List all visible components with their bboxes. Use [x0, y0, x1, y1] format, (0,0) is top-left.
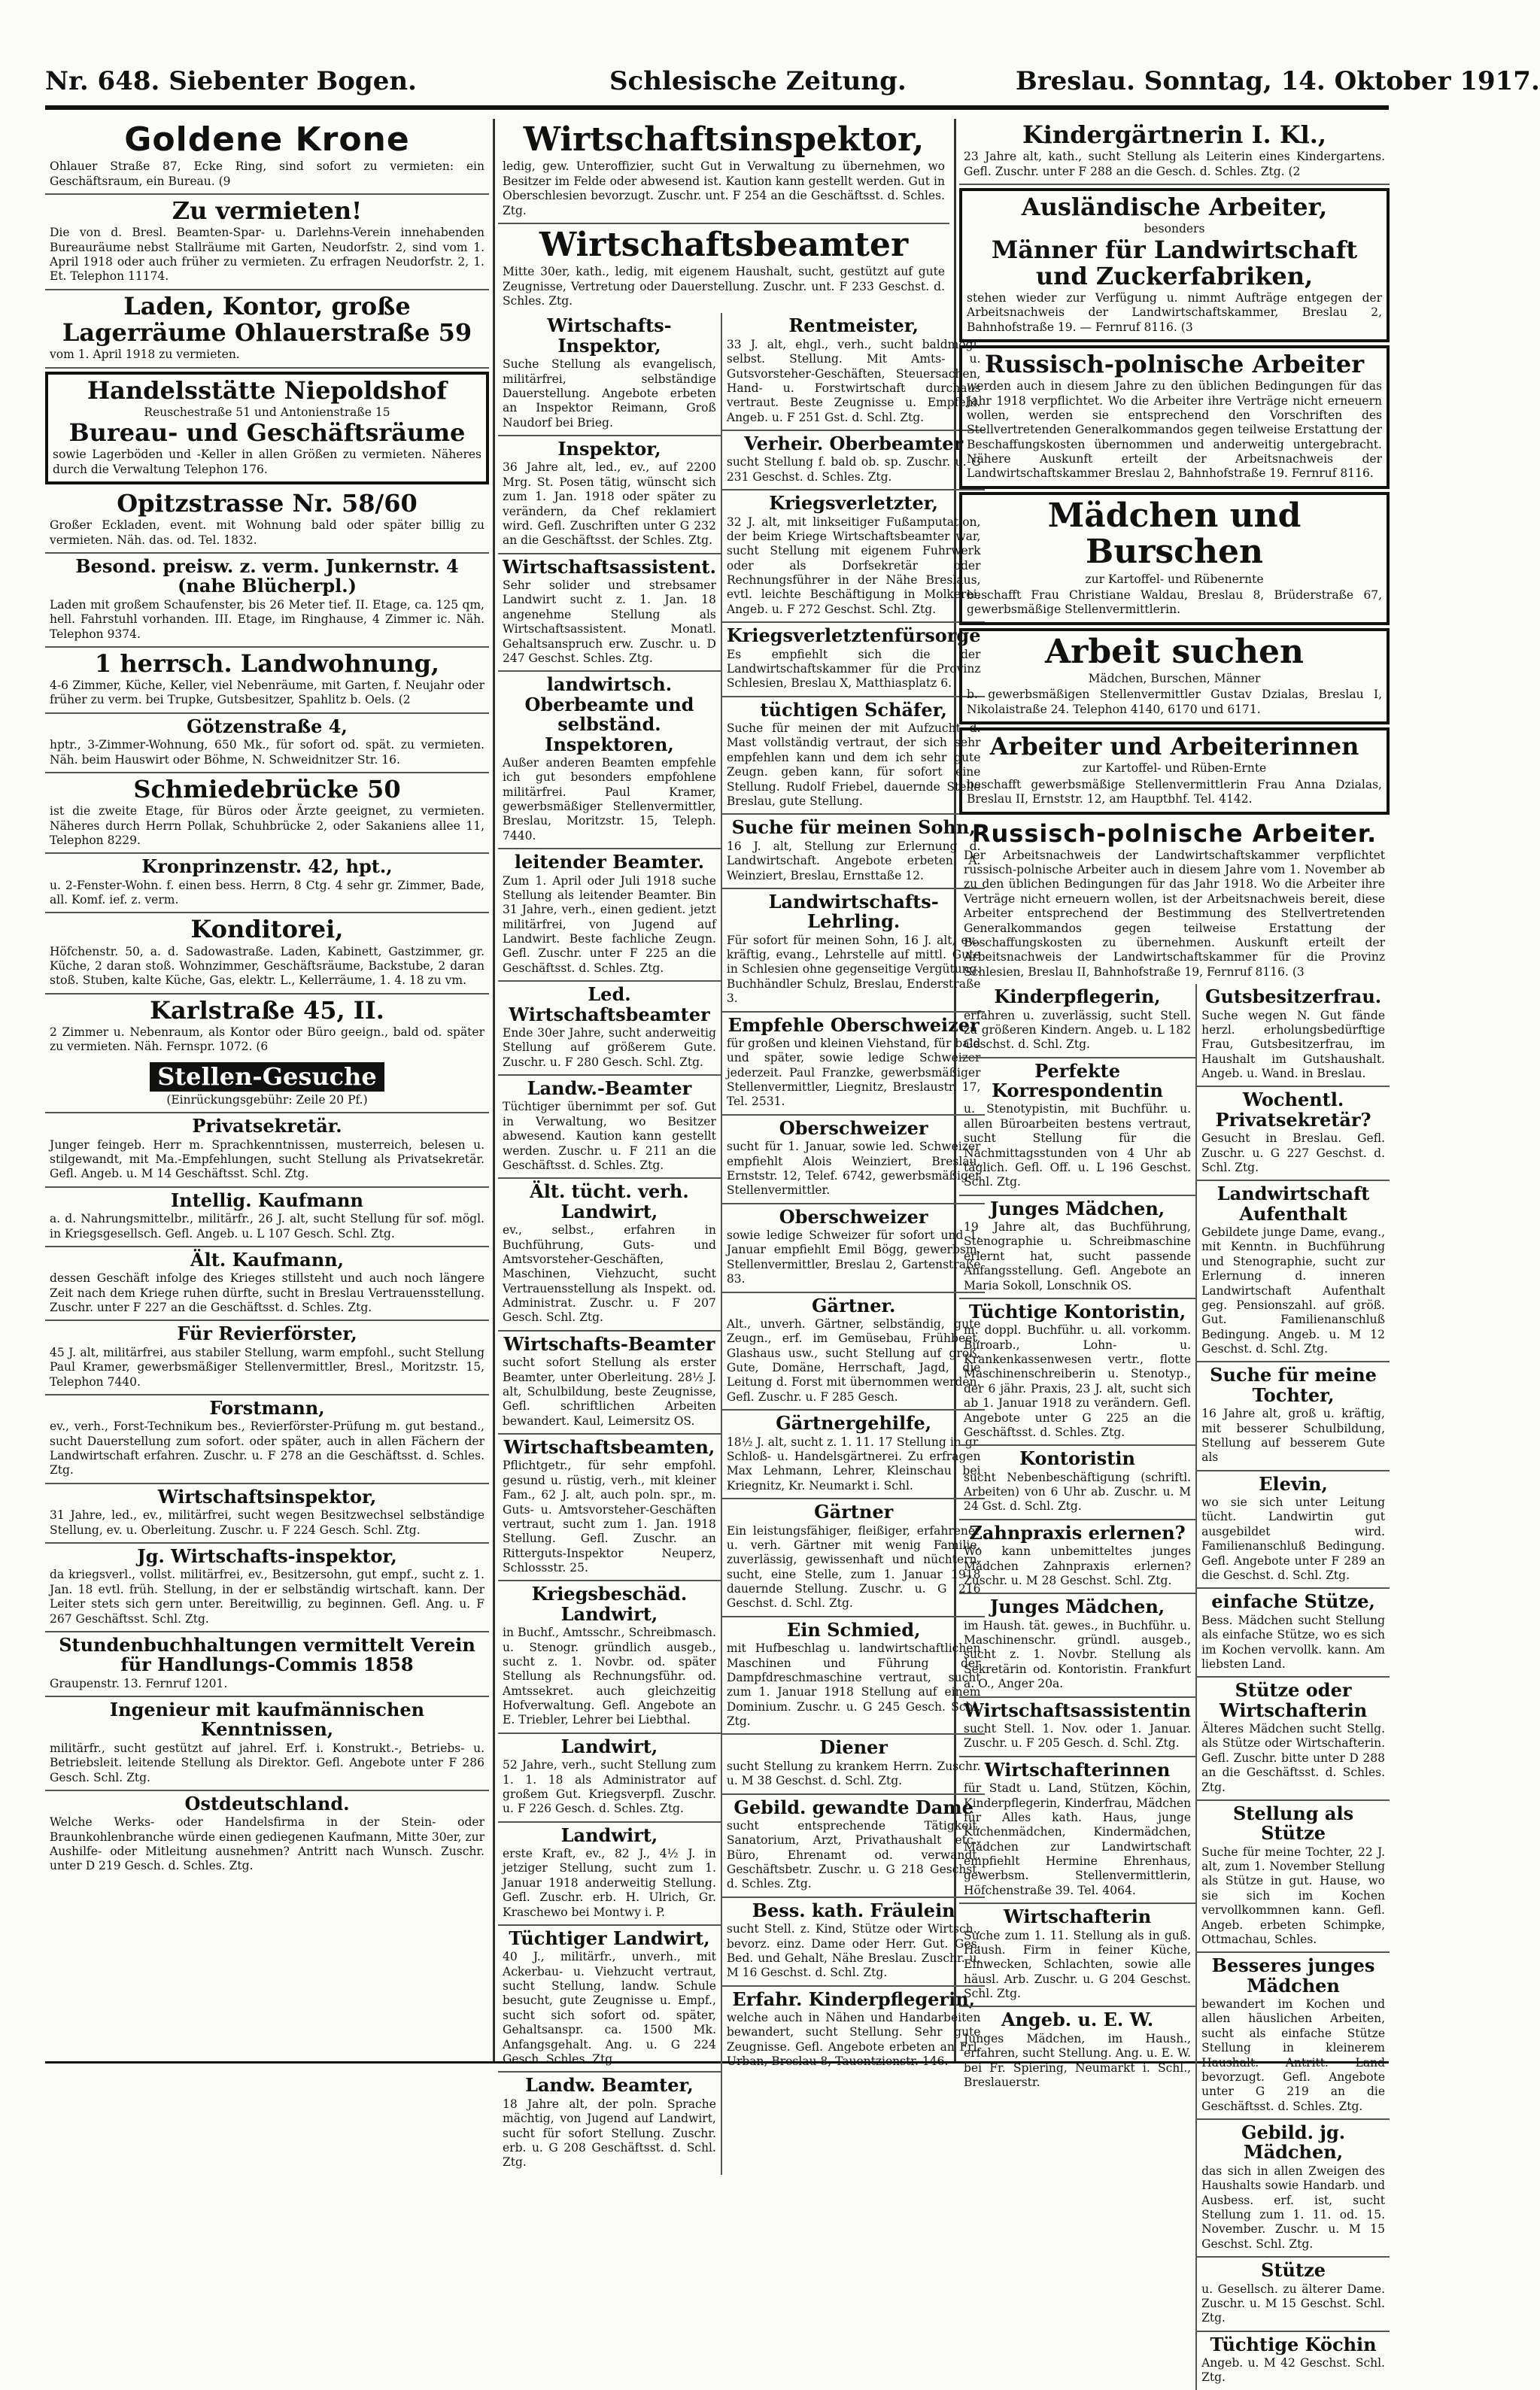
- advertisement: [498, 982, 721, 1076]
- ad-title: Kontoristin: [1019, 1447, 1135, 1470]
- ad-body: 36 Jahre alt, led., ev., auf 2200 Mrg. St. Posen tätig, wünscht sich zum 1. Jan. 1918 oder später zu verändern, da Chef reklamiert wird. Gefl. Zuschriften unter G 232 an die Geschäftsst. der Schles. Ztg.: [503, 460, 716, 548]
- ad-title: Landwirtschaft Aufenthalt: [1217, 1183, 1370, 1225]
- ad-subtitle: besonders: [1144, 222, 1205, 236]
- advertisement: [959, 727, 1390, 814]
- ad-list: [1195, 984, 1390, 2390]
- masthead: [45, 66, 1540, 101]
- advertisement: [45, 913, 489, 994]
- advertisement: [722, 1499, 986, 1617]
- ad-body: Gesucht in Breslau. Gefl. Zuschr. u. G 227 Geschst. d. Schl. Ztg.: [1201, 1131, 1385, 1174]
- advertisement: [45, 119, 489, 195]
- ad-body: u. 2-Fenster-Wohn. f. einen bess. Herrn, 8 Ctg. 4 sehr gr. Zimmer, Bade, all. Komf. ief. z. verm.: [50, 878, 484, 907]
- ad-body: Ende 30er Jahre, sucht anderweitig Stellung auf größerem Gute. Zuschr. u. F 280 Gesch. Schl. Ztg.: [503, 1025, 716, 1069]
- advertisement: [45, 1697, 489, 1791]
- advertisement: [959, 1058, 1195, 1196]
- ad-reference-number: (2: [1284, 164, 1301, 178]
- ad-title: Stellung als Stütze: [1232, 1802, 1354, 1845]
- ad-body: ev., selbst., erfahren in Buchführung, Guts- und Amtsvorsteher-Geschäften, Maschinen, Viehzucht, sucht Vertrauensstellung als Inspekt. od. Administrat. Zuschr. u. F 207 Gesch. Schl. Ztg.: [503, 1223, 716, 1325]
- ad-body: Es empfiehlt sich die der Landwirtschaftskammer für die Provinz Schlesien, Breslau X, Matthiasplatz 6.: [726, 647, 981, 691]
- ad-body: Der Arbeitsnachweis der Landwirtschaftskammer verpflichtet russisch-polnische Arbeiter auch in diesem Jahre vom 1. November ab zu den üblichen Bedingungen für das Jahr 1918. Wo die Arbeiter ihre Verträge nicht erneuern wollen, ist der Arbeitsnachweis bereit, diese Arbeiter entsprechend der Bestimmung des Stellvertretenden Generalkommandos gegen teilweise Erstattung der Beschaffungskosten zu übernehmen. Auskunft erteilt der Arbeitsnachweis der Landwirtschaftskammer für die Provinz Schlesien, Breslau II, Bahnhofstraße 19, Fernruf 8116. (3: [964, 848, 1385, 979]
- advertisement: [722, 1617, 986, 1736]
- ad-title: Wochentl. Privatsekretär?: [1215, 1089, 1371, 1131]
- ad-title: Landwirt,: [560, 1735, 658, 1757]
- ad-body: 18 Jahre alt, der poln. Sprache mächtig, von Jugend auf Landwirt, sucht für sofort Stellung. Zuschr. erb. u. G 208 Geschäftsst. d. Schl. Ztg.: [503, 2097, 716, 2170]
- ad-body: Die von d. Bresl. Beamten-Spar- u. Darlehns-Verein innehabenden Bureauräume nebst Stallräume mit Garten, Neudorfstr. 2, sind vom 1. April 1918 oder auch früher zu vermieten. Zu erfragen Neudorfstr. 2, 1. Et. Telephon 11174.: [50, 226, 484, 284]
- ad-body: sucht Nebenbeschäftigung (schriftl. Arbeiten) von 6 Uhr ab. Zuschr. u. M 24 Gst. d. Schl. Ztg.: [964, 1470, 1192, 1514]
- advertisement: [959, 1594, 1195, 1697]
- ad-body: Alt., unverh. Gärtner, selbständig, gute Zeugn., erf. im Gemüsebau, Frühbeet, Glashaus usw., sucht Stellung auf größ. Gute, Domäne, Herrschaft, Jagd, die Leitung d. Forst mit übernommen werden. Gefl. Zuschr. u. F 285 Gesch.: [726, 1316, 981, 1404]
- advertisement: [1197, 984, 1390, 1087]
- header-rule: [45, 105, 1389, 110]
- advertisement: [1197, 1953, 1390, 2120]
- ad-title: Ält. tücht. verh. Landwirt,: [530, 1180, 689, 1222]
- ad-list: [959, 984, 1195, 2390]
- ad-title: Tüchtige Kontoristin,: [968, 1300, 1186, 1323]
- ad-reference-number: (3: [1177, 320, 1193, 334]
- ad-body: Großer Eckladen, event. mit Wohnung bald oder später billig zu vermieten. Näh. das. od. Tel. 1832.: [50, 518, 484, 547]
- ad-title: Wirtschafterin: [1003, 1906, 1152, 1928]
- advertisement: [45, 854, 489, 913]
- ad-title: landwirtsch. Oberbeamte und selbständ. Inspektoren,: [524, 673, 694, 755]
- ad-body: sucht Stell. 1. Nov. oder 1. Januar. Zuschr. u. F 205 Gesch. d. Schl. Ztg.: [964, 1722, 1192, 1751]
- advertisement: [1197, 1471, 1390, 1590]
- ad-body: Laden mit großem Schaufenster, bis 26 Meter tief. II. Etage, ca. 125 qm, hell. Fahrstuhl vorhanden. III. Etage, im Ringhause, 4 Zimmer ic. Näh. Telephon 9374.: [50, 597, 484, 641]
- ad-title: Landw. Beamter,: [525, 2074, 694, 2097]
- advertisement: [722, 1795, 986, 1898]
- column-2: [498, 119, 981, 2170]
- ad-body: beschafft gewerbsmäßige Stellenvermittlerin Frau Anna Dzialas, Breslau II, Ernststr. 12, am Hauptbhf. Tel. 4142.: [967, 777, 1382, 806]
- advertisement: [1197, 1362, 1390, 1471]
- ad-title: leitender Beamter.: [514, 851, 704, 873]
- ad-body: sucht entsprechende Tätigkeit, Sanatorium, Arzt, Privathaushalt etc., Büro, Ehrenamt od. verwandt. Geschäftsbetr. Zuschr. u. G 218 Geschst. d. Schles. Ztg.: [726, 1818, 981, 1891]
- ad-title: Empfehle Oberschweizer: [727, 1013, 980, 1036]
- advertisement: [498, 2073, 721, 2174]
- ad-body: u. Gesellsch. zu älterer Dame. Zuschr. u. M 15 Geschst. Schl. Ztg.: [1201, 2282, 1385, 2325]
- advertisement: [1197, 1589, 1390, 1678]
- ad-body: Suche zum 1. 11. Stellung als in guß. Haush. Firm in feiner Küche, Einwecken, Schlachten, sowie alle häusl. Arb. Zuschr. u. G 204 Geschst. Schl. Ztg.: [964, 1928, 1192, 2001]
- advertisement: [1197, 1678, 1390, 1801]
- ad-body: sucht Stellung zu krankem Herrn. Zuschr. u. M 38 Geschst. d. Schl. Ztg.: [726, 1759, 981, 1788]
- advertisement: [498, 1734, 721, 1823]
- ad-reference-number: (6: [252, 1040, 269, 1054]
- advertisement: [498, 672, 721, 849]
- advertisement: [498, 1435, 721, 1581]
- ad-body: Bess. Mädchen sucht Stellung als einfache Stütze, wo es sich im Kochen vervollk. kann. Am liebsten Land.: [1201, 1613, 1385, 1671]
- ad-title: Bess. kath. Fräulein: [752, 1899, 955, 1921]
- ad-subtitle: Mädchen, Burschen, Männer: [1088, 672, 1261, 686]
- ad-title: Russisch-polnische Arbeiter: [984, 350, 1365, 378]
- ad-title: Für Revierförster,: [177, 1323, 357, 1345]
- advertisement: [45, 290, 489, 369]
- advertisement: [45, 487, 489, 554]
- ad-body: 32 J. alt, mit linkseitiger Fußamputation, der beim Kriege Wirtschaftsbeamter war, sucht Stellung mit eigenem Fuhrwerk oder als Dorfsekretär oder Rechnungsführer in der Nähe Breslaus, evtl. leichte Beschäftigung in Molkerei. Angeb. u. F 272 Geschst. Schl. Ztg.: [726, 515, 981, 616]
- advertisement: [45, 1321, 489, 1395]
- advertisement: [722, 1013, 986, 1116]
- advertisement: [1197, 2120, 1390, 2258]
- ad-body: 18½ J. alt, sucht z. 1. 11. 17 Stellung in gr. Schloß- u. Handelsgärtnerei. Zu erfragen Max Lehmann, Lehrer, Kleinschau bei Kriegnitz, Kr. Neumarkt i. Schl.: [726, 1435, 981, 1493]
- ad-title: Zahnpraxis erlernen?: [969, 1521, 1186, 1544]
- advertisement: [498, 1332, 721, 1435]
- ad-body: 4-6 Zimmer, Küche, Keller, viel Nebenräume, mit Garten, f. Neujahr oder früher zu verm. bei Trupke, Gutsbesitzer, Spahlitz b. Oels. (2: [50, 679, 484, 707]
- column-2-split: [498, 313, 981, 2174]
- ad-title: Landwirtschafts-Lehrling.: [768, 890, 939, 933]
- ad-body: 40 J., militärfr., unverh., mit Ackerbau- u. Viehzucht vertraut, sucht Stellung, landw. Schule besucht, gute Zeugnisse u. Empf., sucht sich sofort od. später, Gehaltsanspr. ca. 1500 Mk. Anfangsgehalt. Ang. u. G 224 Gesch. Schles. Ztg.: [503, 1950, 716, 2066]
- advertisement: [959, 188, 1390, 342]
- advertisement: [959, 1196, 1195, 1299]
- ad-title: Ingenieur mit kaufmännischen Kenntnissen,: [109, 1699, 425, 1741]
- ad-title: Landwirt,: [560, 1824, 658, 1846]
- ad-body: militärfr., sucht gestützt auf jahrel. Erf. i. Konstrukt.-, Betriebs- u. Betriebsleit. leitende Stellung als Direktor. Gefl. Angebote unter F 286 Gesch. Schl. Ztg.: [50, 1741, 484, 1784]
- advertisement: [959, 119, 1390, 185]
- advertisement: [498, 849, 721, 982]
- ad-body: erfahren u. zuverlässig, sucht Stell. zu größeren Kindern. Angeb. u. L 182 Geschst. d. Schl. Ztg.: [964, 1008, 1192, 1052]
- advertisement: [45, 1791, 489, 1878]
- ad-title: Gutsbesitzerfrau.: [1204, 985, 1382, 1008]
- ad-body: Welche Werks- oder Handelsfirma in der Stein- oder Braunkohlenbranche würde einen gediegenen Kaufmann, Mitte 30er, zur Aushilfe- oder Mitleitung ausnehmen? Antritt nach Wunsch. Zuschr. unter D 219 Gesch. d. Schles. Ztg.: [50, 1815, 484, 1873]
- ad-title: tüchtigen Schäfer,: [760, 698, 947, 721]
- ad-body: Sehr solider und strebsamer Landwirt sucht z. 1. Jan. 18 angenehme Stellung als Wirtschaftsassistent. Monatl. Gehaltsanspruch erw. Zuschr. u. D 247 Geschst. Schles. Ztg.: [503, 579, 716, 665]
- advertisement: [722, 1987, 986, 2074]
- ad-title: Tüchtiger Landwirt,: [509, 1927, 710, 1949]
- ad-title: Opitzstrasse Nr. 58/60: [117, 489, 418, 518]
- ad-list: [498, 313, 721, 2174]
- advertisement: [959, 984, 1195, 1058]
- ad-title: Wirtschafterinnen: [984, 1758, 1171, 1781]
- advertisement: [498, 1179, 721, 1331]
- ad-body: Tüchtiger übernimmt per sof. Gut in Verwaltung, wo Besitzer abwesend. Kaution kann gestellt werden. Zuschr. u. F 211 an die Geschäftsst. d. Schles. Ztg.: [503, 1100, 716, 1172]
- advertisement: [45, 714, 489, 773]
- ad-body: 23 Jahre alt, kath., sucht Stellung als Leiterin eines Kindergartens. Gefl. Zuschr. unter F 288 an die Gesch. d. Schles. Ztg. (2: [964, 150, 1385, 178]
- advertisement: [498, 1926, 721, 2073]
- advertisement: [498, 119, 949, 224]
- ad-title: Perfekte Korrespondentin: [992, 1059, 1163, 1102]
- ad-list: [45, 119, 489, 1059]
- ad-body: für großen und kleinen Viehstand, für bald und später, sowie ledige Schweizer jederzeit. Paul Franzke, gewerbsmäßiger Stellenvermittler, Liegnitz, Breslaustr. 17, Tel. 2531.: [726, 1036, 981, 1109]
- ad-title: Wirtschafts-Beamter: [503, 1332, 715, 1355]
- ad-reference-number: (9: [214, 174, 231, 188]
- ad-title: Ält. Kaufmann,: [190, 1248, 344, 1271]
- advertisement: [498, 313, 721, 436]
- ad-title: Besond. preisw. z. verm. Junkernstr. 4 (nahe Blücherpl.): [75, 555, 459, 597]
- advertisement: [722, 431, 986, 490]
- ad-subtitle: Reuschestraße 51 und Antonienstraße 15: [144, 405, 390, 419]
- advertisement: [722, 623, 986, 697]
- ad-title: Suche für meine Tochter,: [1210, 1364, 1377, 1406]
- ad-reference-number: (2: [394, 693, 411, 707]
- ad-body: Suche für meine Tochter, 22 J. alt, zum 1. November Stellung als Stütze in gut. Hause, wo sie sich im Kochen vervollkommnen kann. Gefl. Angeb. erbeten Schimpke, Ottmachau, Schles.: [1201, 1845, 1385, 1946]
- advertisement: [959, 1446, 1195, 1520]
- ad-title: Ein Schmied,: [786, 1618, 921, 1641]
- advertisement: [45, 1247, 489, 1322]
- ad-body: sucht Stell. z. Kind, Stütze oder Wirtsch., bevorz. einz. Dame oder Herr. Gut. Ges. Bed. und Gehalt, Nähe Breslau. Zuschr. u. M 16 Geschst. d. Schl. Ztg.: [726, 1922, 981, 1980]
- issue-number: Nr. 648. Siebenter Bogen.: [45, 66, 417, 96]
- ad-body: hptr., 3-Zimmer-Wohnung, 650 Mk., für sofort od. spät. zu vermieten. Näh. beim Hauswirt oder Böhme, N. Schweidnitzer Str. 16.: [50, 738, 484, 767]
- ad-title: Wirtschaftsinspektor,: [523, 120, 925, 159]
- advertisement: [722, 1116, 986, 1204]
- ad-body: b. gewerbsmäßigen Stellenvermittler Gustav Dzialas, Breslau I, Nikolaistraße 24. Telephon 4140, 6170 und 6171.: [967, 688, 1382, 716]
- ad-title: Gebild. gewandte Dame: [734, 1796, 974, 1818]
- ad-title: Privatsekretär.: [192, 1115, 342, 1137]
- ad-body: dessen Geschäft infolge des Krieges stillsteht und auch noch längere Zeit nach dem Kriege ruhen dürfte, sucht in Breslau Vertrauensstellung. Zuschr. unter F 227 an die Geschäftsst. d. Schles. Ztg.: [50, 1271, 484, 1315]
- advertisement: [498, 1076, 721, 1179]
- ad-title: Angeb. u. E. W.: [1001, 2009, 1154, 2031]
- advertisement: [722, 1204, 986, 1293]
- ad-body: mit Hufbeschlag u. landwirtschaftlichen Maschinen und Führung der Dampfdreschmaschine vertraut, sucht zum 1. Januar 1918 Stellung auf einem Dominium. Zuschr. u. G 245 Gesch. Schl. Ztg.: [726, 1641, 981, 1729]
- advertisement: [45, 372, 489, 485]
- ad-title: Wirtschaftsbeamten,: [503, 1436, 715, 1459]
- advertisement: [959, 1299, 1195, 1446]
- ad-title: einfache Stütze,: [1211, 1590, 1375, 1613]
- ad-body: da kriegsverl., vollst. militärfrei, ev., Besitzersohn, gut empf., sucht z. 1. Jan. 18 evtl. früh. Stellung, in der er selbständig wirtschaft. kann. Der Leiter stets sich gern unter. Bereitwillig, zu beginnen. Gefl. Ang. u. F 267 Geschäftsst. Schl. Ztg.: [50, 1568, 484, 1626]
- ad-body: für Stadt u. Land, Stützen, Köchin, Kinderpflegerin, Kinderfrau, Mädchen für Alles kath. Haus, junge Küchenmädchen, Kindermädchen, Mädchen zur Landwirtschaft empfiehlt Hermine Ehrenhaus, gewerbsm. Stellenvermittlerin, Höfchenstraße 39. Tel. 4064.: [964, 1781, 1192, 1897]
- ad-title: Kriegsverletztenfürsorge: [726, 624, 981, 647]
- advertisement: [722, 1735, 986, 1794]
- ad-title: Erfahr. Kinderpflegerin,: [732, 1988, 975, 2010]
- ad-title: Russisch-polnische Arbeiter.: [971, 818, 1377, 848]
- ad-title: Suche für meinen Sohn,: [731, 816, 976, 839]
- ad-body: beschafft Frau Christiane Waldau, Breslau 8, Brüderstraße 67, gewerbsmäßige Stellenvermittlerin.: [967, 588, 1382, 617]
- ad-body: 16 Jahre alt, groß u. kräftig, mit besserer Schulbildung, Stellung auf besserem Gute als: [1201, 1407, 1385, 1465]
- advertisement: [959, 1520, 1195, 1595]
- advertisement: [1197, 2332, 1390, 2390]
- ad-title: Arbeiter und Arbeiterinnen: [989, 732, 1359, 761]
- ad-body: Mitte 30er, kath., ledig, mit eigenem Haushalt, sucht, gestützt auf gute Zeugnisse, Vertretung oder Dauerstellung. Zuschr. unt. F 233 Geschst. d. Schles. Ztg.: [503, 265, 945, 308]
- ad-list: [721, 313, 986, 2174]
- ad-body: Angeb. u. M 42 Geschst. Schl. Ztg.: [1201, 2356, 1385, 2385]
- ad-title: Jg. Wirtschafts-inspektor,: [137, 1544, 397, 1567]
- advertisement: [1197, 1181, 1390, 1362]
- column-3: [959, 119, 1390, 2385]
- ad-title: Wirtschafts-Inspektor,: [547, 314, 672, 357]
- ad-list: [498, 119, 949, 313]
- ad-title: Goldene Krone: [124, 120, 410, 159]
- ad-title: Konditorei,: [190, 915, 344, 944]
- ad-subtitle: zur Kartoffel- und Rübenernte: [1085, 572, 1264, 586]
- ad-title: Stundenbuchhaltungen vermittelt Verein für Handlungs-Commis 1858: [59, 1633, 475, 1676]
- ad-title: Stütze oder Wirtschafterin: [1219, 1679, 1368, 1721]
- ad-title: Wirtschaftsbeamter: [539, 225, 909, 264]
- ad-title: Laden, Kontor, große Lagerräume Ohlauerstraße 59: [62, 291, 472, 348]
- ad-title: Rentmeister,: [788, 314, 919, 337]
- ad-body: Graupenstr. 13. Fernruf 1201.: [50, 1676, 228, 1690]
- ad-body: Ein leistungsfähiger, fleißiger, erfahrener u. verh. Gärtner mit wenig Familie, zuverlässig, gewissenhaft und nüchtern, sucht, eine Stelle, zum 1. Januar 1918 dauernde Stellung. Zuschr. u. G 216 Geschst. d. Schl. Ztg.: [726, 1523, 981, 1611]
- ad-body: in Buchf., Amtsschr., Schreibmasch. u. Stenogr. gründlich ausgeb., sucht z. 1. Novbr. od. später Stellung als Rechnungsführ. od. Amtssekret. auch gleichzeitig Hofverwaltung. Gefl. Angebote an E. Triebler, Lehrer bei Liebthal.: [503, 1626, 716, 1727]
- ad-title-2: Männer für Landwirtschaft und Zuckerfabriken,: [991, 235, 1358, 290]
- advertisement: [959, 1757, 1195, 1904]
- ad-body: Pflichtgetr., für sehr empfohl. gesund u. rüstig, verh., mit kleiner Fam., 62 J. alt, auch poln. spr., m. Guts- u. Amtsvorsteher-Geschäften vertraut, sucht zum 1. Jan. 1918 Stellung. Gefl. Zuschr. an Ritterguts-Inspektor Neuperz, Schlossstr. 25.: [503, 1459, 716, 1575]
- advertisement: [959, 628, 1390, 725]
- ad-title: Landw.-Beamter: [527, 1077, 692, 1100]
- ad-body: 45 J. alt, militärfrei, aus stabiler Stellung, warm empfohl., sucht Stellung Paul Kramer, gewerbsmäßiger Stellenvermittler, Bresl., Moritzstr. 15, Telephon 7440.: [50, 1345, 484, 1389]
- ad-list: [45, 1113, 489, 1878]
- ad-title: Schmiedebrücke 50: [133, 775, 401, 803]
- ad-body: sucht sofort Stellung als erster Beamter, unter Oberleitung. 28½ J. alt, Schulbildung, beste Zeugnisse, Gefl. schriftlichen Arbeiten bewandert. Kaul, Leimersitz OS.: [503, 1356, 716, 1428]
- ad-title: Oberschweizer: [779, 1205, 928, 1228]
- ad-body: Wo kann unbemitteltes junges Mädchen Zahnpraxis erlernen? Zuschr. u. M 28 Geschst. Schl. Ztg.: [964, 1544, 1192, 1587]
- ad-body: Gebildete junge Dame, evang., mit Kenntn. in Buchführung und Stenographie, sucht zur Erlernung d. inneren Landwirtschaft Aufenthalt geg. Pensionszahl. auf größ. Gut. Familienanschluß Bedingung. Angeb. u. M 12 Geschst. d. Schl. Ztg.: [1201, 1225, 1385, 1356]
- advertisement: [45, 995, 489, 1059]
- ad-title: Zu vermieten!: [172, 196, 363, 226]
- ad-body: Zum 1. April oder Juli 1918 suche Stellung als leitender Beamter. Bin 31 Jahre, verh., einen gedient. jetzt militärfrei, von Jugend auf Landwirt. Beste fachliche Zeugn. Gefl. Zuschr. unter F 225 an die Geschäftsst. d. Schles. Ztg.: [503, 873, 716, 975]
- ad-title: Ausländische Arbeiter,: [1021, 192, 1328, 221]
- ad-body: werden auch in diesem Jahre zu den üblichen Bedingungen für das Jahr 1918 verpflichtet. Wo die Arbeiter ihre Verträge nicht erneuern wollen, werden sie entsprechend den Vorschriften des Stellvertretenden Generalkommandos gegen teilweise Erstattung der Beschaffungskosten übernommen und anderweitig untergebracht. Nähere Auskunft erteilt der Arbeitsnachweis der Landwirtschaftskammer Breslau 2, Bahnhofstraße 19. Fernruf 8116.: [967, 379, 1382, 481]
- ad-title: Oberschweizer: [779, 1116, 928, 1139]
- ad-list: [959, 119, 1390, 984]
- ad-body: sucht Stellung f. bald ob. sp. Zuschr. u. G 231 Geschst. d. Schles. Ztg.: [726, 455, 981, 484]
- column-1: [45, 119, 489, 2060]
- ad-reference-number: (3: [1288, 964, 1305, 979]
- ad-title: Junges Mädchen,: [989, 1197, 1165, 1219]
- ad-title: Kronprinzenstr. 42, hpt.,: [141, 855, 393, 878]
- ad-title: Junges Mädchen,: [989, 1596, 1165, 1618]
- ad-title: Kinderpflegerin,: [994, 985, 1161, 1008]
- section-note: (Einrückungsgebühr: Zeile 20 Pf.): [166, 1092, 368, 1107]
- advertisement: [1197, 2258, 1390, 2332]
- advertisement: [45, 1188, 489, 1247]
- ad-title: Mädchen und Burschen: [1047, 496, 1302, 572]
- ad-title: Gärtner: [814, 1501, 894, 1523]
- ad-body: 19 Jahre alt, das Buchführung, Stenographie u. Schreibmaschine erlernt hat, sucht passende Anfangsstellung. Gefl. Angebote an Maria Sokoll, Lonschnik OS.: [964, 1220, 1192, 1292]
- ad-title: Led. Wirtschaftsbeamter: [509, 983, 710, 1025]
- advertisement: [45, 648, 489, 714]
- ad-title: Kriegsbeschäd. Landwirt,: [531, 1583, 688, 1625]
- ad-title: Elevin,: [1259, 1472, 1328, 1495]
- ad-title: Besseres junges Mädchen: [1211, 1954, 1375, 1997]
- ad-body: Suche Stellung als evangelisch, militärfrei, selbständige Dauerstellung. Angebote erbeten an Inspektor Reimann, Groß Naudorf bei Brieg.: [503, 357, 716, 430]
- stellen-gesuche-heading: Stellen-Gesuche: [150, 1062, 384, 1092]
- advertisement: [45, 1113, 489, 1188]
- advertisement: [722, 1293, 986, 1411]
- ad-title: Intellig. Kaufmann: [171, 1189, 363, 1211]
- advertisement: [722, 1898, 986, 1987]
- ad-title: Arbeit suchen: [1045, 632, 1304, 671]
- advertisement: [959, 492, 1390, 625]
- ad-title: Kindergärtnerin I. Kl.,: [1022, 120, 1327, 149]
- advertisement: [45, 1632, 489, 1697]
- advertisement: [959, 818, 1390, 985]
- advertisement: [1197, 1801, 1390, 1953]
- ad-title: Gärtnergehilfe,: [776, 1412, 932, 1435]
- ad-body: Suche für meinen der mit Aufzucht d. Mast vollständig vertraut, der sich sehr empfehlen kann und dem ich sehr gute Zeugn. geben kann, für sofort eine Stellung. Rudolf Friebel, dauernde Stelle Breslau, gute Stellung.: [726, 721, 981, 808]
- advertisement: [722, 313, 986, 431]
- ad-title: Götzenstraße 4,: [187, 715, 348, 737]
- advertisement: [722, 697, 986, 815]
- advertisement: [498, 554, 721, 673]
- advertisement: [959, 1904, 1195, 2007]
- ad-title-2: Bureau- und Geschäftsräume: [68, 418, 466, 448]
- advertisement: [45, 1395, 489, 1484]
- ad-body: ledig, gew. Unteroffizier, sucht Gut in Verwaltung zu übernehmen, wo Besitzer im Felde oder abwesend ist. Kaution kann gestellt werden. Gut in Oberschlesien bevorzugt. Zuschr. unt. F 254 an die Geschäftsst. d. Schles. Ztg.: [503, 159, 945, 217]
- ad-title: Forstmann,: [209, 1396, 325, 1419]
- ad-title: 1 herrsch. Landwohnung,: [94, 648, 440, 678]
- column-3-split: [959, 984, 1390, 2390]
- advertisement: [498, 436, 721, 554]
- ad-body: wo sie sich unter Leitung tücht. Landwirtin gut ausgebildet wird. Familienanschluß Bedingung. Gefl. Angebote unter F 289 an die Geschst. d. Schl. Ztg.: [1201, 1496, 1385, 1582]
- ad-body: Höfchenstr. 50, a. d. Sadowastraße. Laden, Kabinett, Gastzimmer, gr. Küche, 2 daran stoß. Wohnzimmer, Geschäftsräume, Backstube, 2 daran stoß. Stuben, kalte Küche, Gas, elektr. L., Kellerräume, 1. 4. 18 zu vm.: [50, 944, 484, 988]
- ad-subtitle: zur Kartoffel- und Rüben-Ernte: [1082, 761, 1267, 776]
- advertisement: [959, 1698, 1195, 1757]
- ad-body: a. d. Nahrungsmittelbr., militärfr., 26 J. alt, sucht Stellung für sof. mögl. in Kriegsgesellsch. Gefl. Angeb. u. L 107 Gesch. Schl. Ztg.: [50, 1212, 484, 1241]
- ad-body: Außer anderen Beamten empfehle ich gut besonders empfohlene militärfrei. Paul Kramer, gewerbsmäßiger Stellenvermittler, Breslau, Moritzstr. 15, Teleph. 7440.: [503, 755, 716, 843]
- ad-body: ev., verh., Forst-Technikum bes., Revierförster-Prüfung m. gut bestand., sucht Dauerstellung zum sofort. oder später, auch in allen Fächern der Landwirtschaft erfahren. Zuschr. u. F 278 an die Geschäftsst. d. Schles. Ztg.: [50, 1420, 484, 1477]
- ad-title: Handelsstätte Niepoldshof: [87, 375, 448, 405]
- ad-title: Wirtschaftsinspektor,: [157, 1485, 377, 1508]
- ad-title: Diener: [819, 1736, 888, 1759]
- advertisement: [722, 490, 986, 623]
- ad-body: m. doppl. Buchführ. u. all. vorkomm. Büroarb., Lohn- u. Krankenkassenwesen vertr., flotte Maschinenschreiberin u. Stenotyp., der 6 jähr. Praxis, 23 J. alt, sucht sich ab 1. Januar 1918 zu verändern. Gefl. Angebote unter G 225 an die Geschäftsst. d. Schles. Ztg.: [964, 1323, 1192, 1439]
- ad-body: 16 J. alt, Stellung zur Erlernung d. Landwirtschaft. Angebote erbeten A. Weinziert, Breslau, Ernsttaße 12.: [726, 839, 981, 882]
- ad-body: erste Kraft, ev., 82 J., 4½ J. in jetziger Stellung, sucht zum 1. Januar 1918 anderweitig Stellung. Gefl. Zuschr. erb. H. Ulrich, Gr. Kraschewo bei Montwy i. P.: [503, 1847, 716, 1919]
- advertisement: [45, 773, 489, 854]
- ad-title: Wirtschaftsassistentin: [964, 1699, 1192, 1721]
- advertisement: [45, 1484, 489, 1544]
- ad-body: 33 J. alt, ehgl., verh., sucht baldmögl. selbst. Stellung. Mit Amts- u. Gutsvorsteher-Geschäften, Steuersachen, Hand- u. Forstwirtschaft durchaus vertraut. Beste Zeugnisse u. Empfehl. Angeb. u. F 251 Gst. d. Schl. Ztg.: [726, 337, 981, 424]
- column-divider: [493, 119, 495, 2061]
- advertisement: [722, 889, 986, 1013]
- ad-body: ist die zweite Etage, für Büros oder Ärzte geeignet, zu vermieten. Näheres durch Herrn Pollak, Schuhbrücke 2, oder Sakaniens allee 11, Telephon 8229.: [50, 804, 484, 847]
- ad-body: sucht für 1. Januar, sowie led. Schweizer empfiehlt Alois Weinziert, Breslau, Ernststr. 12, Telef. 6742, gewerbsmäßiger Stellenvermittler.: [726, 1140, 981, 1198]
- section-heading: [45, 1059, 489, 1114]
- ad-body: im Haush. tät. gewes., in Buchführ. u. Maschinenschr. gründl. ausgeb., sucht z. 1. Novbr. Stellung als Sekretärin od. Kontoristin. Frankfurt a. O., Anger 20a.: [964, 1618, 1192, 1691]
- ad-title: Gebild. jg. Mädchen,: [1241, 2121, 1346, 2164]
- ad-body: 31 Jahre, led., ev., militärfrei, sucht wegen Besitzwechsel selbständige Stellung, ev. u. Oberleitung. Zuschr. u. F 224 Gesch. Schl. Ztg.: [50, 1508, 484, 1537]
- advertisement: [498, 1581, 721, 1733]
- ad-body: bewandert im Kochen und allen häuslichen Arbeiten, sucht als einfache Stütze Stellung in kleinerem Haushalt. Antritt. Land bevorzugt. Gefl. Angebote unter G 219 an die Geschäftsst. d. Schles. Ztg.: [1201, 1997, 1385, 2113]
- ad-title: Tüchtige Köchin: [1210, 2333, 1377, 2355]
- ad-body: stehen wieder zur Verfügung u. nimmt Aufträge entgegen der Arbeitsnachweis der Landwirtschaftskammer, Breslau 2, Bahnhofstraße 19. — Fernruf 8116. (3: [967, 290, 1382, 334]
- ad-title: Ostdeutschland.: [184, 1792, 350, 1815]
- ad-body: u. Stenotypistin, mit Buchführ. u. allen Büroarbeiten bestens vertraut, sucht Stellung für die Nachmittagsstunden von 4 Uhr ab täglich. Gefl. Off. u. L 196 Geschst. Schl. Ztg.: [964, 1102, 1192, 1189]
- ad-body: 52 Jahre, verh., sucht Stellung zum 1. 1. 18 als Administrator auf großem Gut. Kriegsverpfl. Zuschr. u. F 226 Gesch. d. Schles. Ztg.: [503, 1758, 716, 1816]
- ad-title: Karlstraße 45, II.: [150, 995, 384, 1025]
- advertisement: [959, 2007, 1195, 2094]
- advertisement: [722, 1411, 986, 1499]
- place-date: Breslau. Sonntag, 14. Oktober 1917.: [1016, 66, 1540, 96]
- advertisement: [498, 1823, 721, 1926]
- ad-body: welche auch in Nähen und Handarbeiten bewandert, sucht Stellung. Sehr gute Zeugnisse. Gefl. Angebote erbeten an Frl. Urban, Breslau 8, Tauentzienstr. 146.: [726, 2011, 981, 2069]
- ad-body: sowie Lagerböden und -Keller in allen Größen zu vermieten. Näheres durch die Verwaltung Telephon 176.: [53, 448, 481, 476]
- ad-title: Stütze: [1261, 2259, 1326, 2282]
- advertisement: [45, 1544, 489, 1632]
- ad-title: Verheir. Oberbeamter: [744, 433, 964, 455]
- ad-title: Kriegsverletzter,: [769, 492, 939, 515]
- advertisement: [1197, 1087, 1390, 1181]
- advertisement: [45, 554, 489, 648]
- ad-title: Gärtner.: [812, 1294, 896, 1316]
- advertisement: [959, 345, 1390, 489]
- ad-body: Für sofort für meinen Sohn, 16 J. alt, ev., kräftig, evang., Lehrstelle auf mittl. Gute in Schlesien ohne gegenseitige Vergütung. Buchhändler Schulz, Breslau, Enderstraße 3.: [726, 933, 981, 1006]
- advertisement: [498, 224, 949, 314]
- ad-body: Suche wegen N. Gut fände herzl. erholungsbedürftige Frau, Gutsbesitzerfrau, im Haushalt im Gutshaushalt. Angeb. u. Wand. in Breslau.: [1201, 1008, 1385, 1080]
- ad-body: 2 Zimmer u. Nebenraum, als Kontor oder Büro geeign., bald od. später zu vermieten. Näh. Fernspr. 1072. (6: [50, 1025, 484, 1054]
- ad-body: sowie ledige Schweizer für sofort und 1. Januar empfiehlt Emil Bögg, gewerbsm. Stellenvermittler, Breslau 2, Gartenstraße 83.: [726, 1228, 981, 1286]
- ad-title: Inspektor,: [557, 438, 661, 460]
- ad-body: vom 1. April 1918 zu vermieten.: [50, 348, 240, 362]
- advertisement: [45, 195, 489, 290]
- advertisement: [722, 815, 986, 889]
- ad-body: Ohlauer Straße 87, Ecke Ring, sind sofort zu vermieten: ein Geschäftsraum, ein Bureau. (9: [50, 159, 484, 188]
- ad-body: Junger feingeb. Herr m. Sprachkenntnissen, musterreich, belesen u. stilgewandt, mit Ma.-Empfehlungen, sucht Stellung als Privatsekretär. Gefl. Angeb. u. M 14 Geschäftsst. Schl. Ztg.: [50, 1137, 484, 1181]
- ad-title: Wirtschaftsassistent.: [503, 555, 716, 578]
- ad-body: das sich in allen Zweigen des Haushalts sowie Handarb. und Ausbess. erf. ist, sucht Stellung zum 1. 11. od. 15. November. Zuschr. u. M 15 Geschst. Schl. Ztg.: [1201, 2164, 1385, 2251]
- ad-body: Junges Mädchen, im Haush., erfahren, sucht Stellung. Ang. u. E. W. bei Fr. Spiering, Neumarkt i. Schl., Breslauerstr.: [964, 2031, 1192, 2089]
- ad-body: Älteres Mädchen sucht Stellg. als Stütze oder Wirtschafterin. Gefl. Zuschr. bitte unter D 288 an die Geschäftsst. d. Schles. Ztg.: [1201, 1722, 1385, 1794]
- newspaper-title: Schlesische Zeitung.: [609, 66, 907, 96]
